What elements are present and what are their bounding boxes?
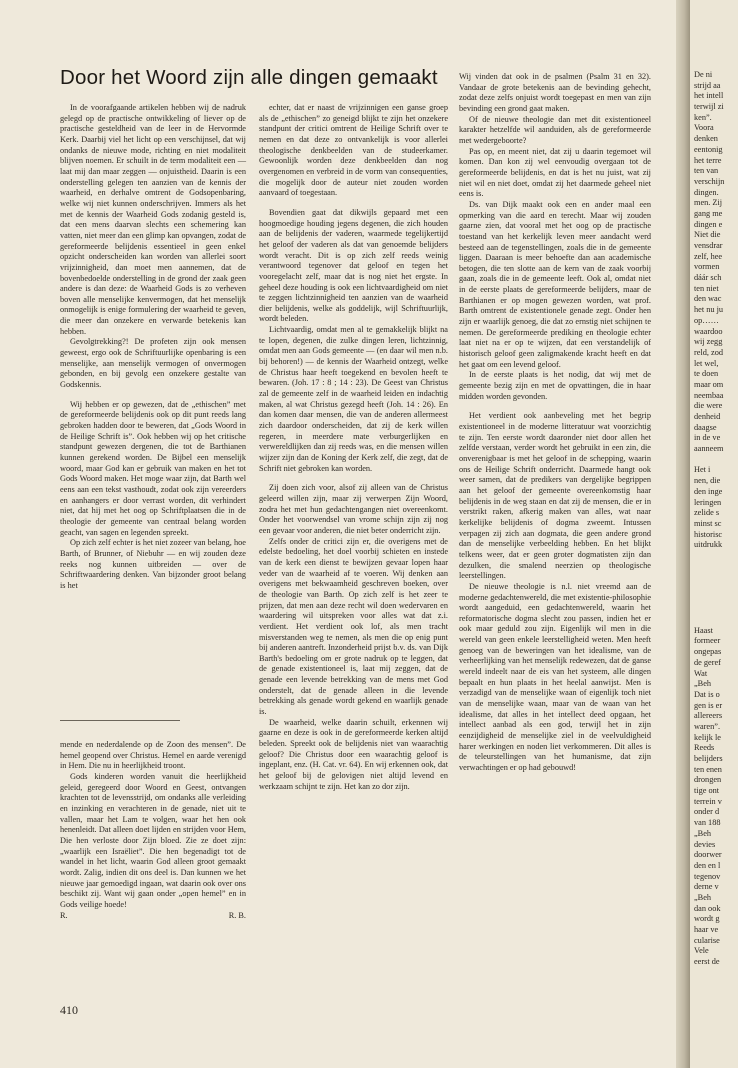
paragraph: Pas op, en meent niet, dat zij u daarin tegemoet wil komen. Dan kon zij wel eenvoudig overgaan tot de gereformeerde belijdenis, en dat is het nu juist, wat zij niet wil en niet doet, omdat zij het daarmede geheel niet eens is. (459, 146, 651, 199)
right-page-line: let wel, (694, 358, 719, 368)
right-page-line: eentonig (694, 144, 723, 154)
right-page-line: „Beh (694, 679, 712, 689)
book-gutter (676, 0, 690, 1068)
paragraph: Gevolgtrekking?! De profeten zijn ook mensen geweest, ergo ook de Schriftuurlijke openbaring is een menselijke, aan menselijk vermogen of onvermogen gebonden, en bij gevolg een onzekere gestalte van Godskennis. (60, 337, 246, 390)
paragraph: Zij doen zich voor, alsof zij alleen van de Christus geleerd willen zijn, maar zij verwerpen Zijn Woord, zodra het met hun gedachtengangen niet overeenkomt. Onder het voorwendsel van vrome schijn zijn zij nog een gevaar voor anderen, die niet beter onderricht zijn. (259, 483, 448, 535)
right-page-line: zelide s (694, 508, 720, 518)
right-page-line: historisc (694, 529, 723, 539)
right-page-line: dáár sch (694, 273, 722, 283)
right-page-line: het terre (694, 155, 722, 165)
paragraph: mende en nederdalende op de Zoon des mensen”. De hemel geopend over Christus. Hemel en aarde verenigd in Hem. Die nu in heerlijkheid troont. (60, 740, 246, 771)
right-page-line: daagse (694, 422, 717, 432)
right-page-line: vormen (694, 262, 720, 272)
right-page-line: gang me (694, 208, 723, 218)
paragraph: Lichtvaardig, omdat men al te gemakkelijk blijkt na te lopen, degenen, die zulke dingen leren, lichtzinnig, omdat men aan Gods gemeente — (en daar wil men n.b. bij behoren!) — de kennis der Waarheid ontzegt, welke de Christus haar heeft toegekend en bevolen heeft te bewaren. (Joh. 17 : 8 ; 14 : 23). De Geest van Christus zal de gemeente zelf in de waarheid leiden en indachtig maken, al wat Christus gezegd heeft (Joh. 14 : 26). En dan komen daar mensen, die van de anderen allermeest zich daardoor onderscheiden, dat zij de kerk willen regeren, in meerdere mate verburgerlijken en verwereldlijken dan zij reeds was, en die mensen willen wijzer zijn dan de Koning der Kerk zelf, die zegt, dat de Schrift niet gebroken kan worden. (259, 325, 448, 473)
right-page-line (694, 594, 738, 605)
right-page-line: minst sc (694, 518, 722, 528)
right-page-line: nen, die (694, 476, 721, 486)
right-page-line: devies (694, 839, 716, 849)
paragraph: In de eerste plaats is het nodig, dat wij met de gemeente bezig zijn en met de opvattingen, die in haar midden worden gevonden. (459, 370, 651, 401)
paragraph: Wij hebben er op gewezen, dat de „ethischen” met de gereformeerde belijdenis ook op dit punt reeds lang gebroken hadden door te beweren, dat „Gods Woord in de Heilige Schrift is”. Ook hebben wij op het critische standpunt gewezen dergenen, die tot de Barthianen kunnen gerekend worden. De Bijbel een menselijk woord, maar God kan er gebruik van maken en het tot Gods Woord maken. Het moge waar zijn, dat Barth wel eens aan een tekst vasthoudt, zodat ook zijn vereerders en aanhangers er door verrast worden, dit verhindert niet, dat hij met het oog op Schriftplaatsen die in de theologie der gemeente van centraal belang worden geacht, van sagen en legenden spreekt. (60, 399, 246, 537)
column-1-bottom (60, 740, 246, 921)
right-page-line: kelijk le (694, 732, 721, 742)
right-page-line: van 188 (694, 818, 721, 828)
right-page-line: uitdrukk (694, 540, 723, 550)
right-page-line: het intell (694, 91, 724, 101)
right-page-line (694, 551, 738, 562)
right-page-line: „Beh (694, 892, 712, 902)
right-page-line: in de ve (694, 433, 721, 443)
right-page-line: op…… (694, 315, 719, 325)
right-page-line: wij zegg (694, 337, 723, 347)
paragraph: Het verdient ook aanbeveling met het begrip existentioneel in de moderne litteratuur wat voorzichtig te zijn. Ten eerste wordt daaronder niet door allen het zelfde verstaan, verder wordt het gebruikt in een zin, die onverenigbaar is met het geloof in de schepping, waarin ons de Heilige Schrift onderricht. Daarmede hangt ook weer samen, dat de predikers van dergelijke begrippen aan het geloof der gemeente overeenkomstig haar belijdenis in de weg staan en dat zij de mensen, die er in verstrikt raken, afkerig maken van alles, wat naar kerkelijke belijdenis of dogma zweemt. Intussen verpagen zij zich aan dogmata, die geen andere grond dan de menselijke verbeelding hebben. En het blijkt telkens weer, dat er geen groter dogmatisten zijn dan dezulken, die smalend neerzien op theologische leerstellingen. (459, 411, 651, 581)
right-page-line: zelf, hee (694, 251, 723, 261)
right-page-line: vensdrar (694, 241, 723, 250)
page-number: 410 (60, 1003, 78, 1017)
paragraph: De nieuwe theologie is n.l. niet vreemd aan de moderne gedachtenwereld, die met existentie-philosophie wordt aangeduid, een gedachtenwereld, waarin het reformatorische dogma slecht zou passen, indien het er ook maar geduld zou zijn. Eigenlijk wil men in die wereld van geen enkele leerstelligheid weten. Men heeft genoeg van de beweringen van het idealisme, van de verheerlijking van het menselijk redewezen, dat de ganse wereld indeelt naar de eis van het systeem, alle dingen bepaalt en hun plaats in het heelal aanwijst. Men is verzadigd van de menselijke waan of eigenlijk toch niet van de menselijke waan, maar van de waan van het idealisme, dat alles in het intellect deed opgaan, het intellect aanbad als een god, terwijl het in zijn eenzijdigheid de menselijke ziel in de veelvuldigheid harer werkingen en noden liet verkommeren. Dit alles is de teleurstellingen van het humanisme, dat zijn verwachtingen er op had gebouwd! (459, 581, 651, 772)
right-page-edge (690, 0, 738, 1068)
right-page-line: terrein v (694, 796, 722, 806)
right-page-line: derne v (694, 882, 719, 892)
paragraph: Gods kinderen worden vanuit die heerlijkheid geleid, geregeerd door Woord en Geest, ontvangen krachten tot de levensstrijd, om ondanks alle verleiding en inzinking en verachteren in de genade, niet uit te vallen, maar het Lam te volgen, waar het hen ook henenleidt. Dat alleen doet lijden en strijden voor Hem, Die hen verloste door Zijn bloed. Zie ze doet zijn: „waarlijk een Israëliet”. Die hen begenadigt tot de wandel in het licht, waarin God alleen groot gemaakt wordt. Zalig, indien dit ons deel is. Dan kunnen we het nieuwe jaar gemoedigd ingaan, wat daarin ook over ons beschikt zij. Want wij gaan onder „open hemel” en in Gods veilige hoede! (60, 771, 246, 909)
right-page-line: formeer (694, 636, 721, 646)
right-page-line (694, 604, 738, 615)
article-title: Door het Woord zijn alle dingen gemaakt (60, 66, 438, 89)
right-page-line: Vele (694, 946, 709, 956)
right-page-line: dan ook (694, 903, 721, 913)
paragraph: Bovendien gaat dat dikwijls gepaard met een hoogmoedige houding jegens degenen, die zich houden aan de belijdenis der vaderen, waarmede tegelijkertijd het geloof der vaderen als dat van genoemde belijders wordt veracht. Dit is op zich zelf reeds weinig verantwoord tegenover dat geloof en tegen het vooregelacht zelf, maar dat is nog niet het ergste. In geheel deze houding is ook een lichtvaardigheid om niet te zeggen lichtzinnigheid ten aanzien van de waarheid dier belijdenis, welke als goddelijk, wijl Schriftuurlijk, wordt beleden. (259, 207, 448, 324)
signature-line (60, 911, 246, 922)
right-page-line: den wac (694, 294, 722, 304)
right-page-line: denheid (694, 412, 721, 421)
right-page-text (694, 70, 738, 968)
right-page-line: men. Zij (694, 198, 723, 208)
right-page-line: ten niet (694, 283, 719, 293)
right-page-line: dingen. (694, 187, 719, 197)
right-page-line: ten enen (694, 764, 722, 774)
column-2 (259, 103, 448, 792)
right-page-line: doorwer (694, 850, 722, 860)
right-page-line: maar om (694, 379, 724, 389)
right-page-line: waardoo (694, 326, 723, 336)
right-page-line: onder d (694, 807, 720, 817)
right-page-line: Het i (694, 465, 711, 475)
right-page-line (694, 583, 738, 594)
right-page-line (694, 562, 738, 573)
signature-left: R. (60, 910, 68, 920)
right-page-line: tegenov (694, 871, 721, 881)
right-page-line: allereers (694, 711, 723, 721)
right-page-line (694, 615, 738, 626)
right-page-line: belijders (694, 754, 723, 763)
right-page-line: gen is er (694, 700, 723, 710)
paragraph: De waarheid, welke daarin schuilt, erkennen wij gaarne en deze is ook in de gereformeerde kerken altijd beleden. Spreekt ook de belijdenis niet van waarachtig geloof? Die Christus door een waarachtig geloof is ingeplant, enz. (H. Cat. vr. 64). En wij erkennen ook, dat het geloof bij de gelovigen niet altijd levend en werkzaam schijnt te zijn. Het kan zo dor zijn. (259, 717, 448, 791)
right-page-line: die were (694, 401, 723, 411)
right-page-line (694, 572, 738, 583)
right-page-line: ten van (694, 166, 719, 176)
section-divider (60, 720, 180, 721)
right-page-line: Haast (694, 625, 713, 635)
right-page-line: eerst de (694, 957, 720, 967)
right-page-line (694, 455, 738, 466)
right-page-line: terwijl zi (694, 102, 724, 112)
right-page-line: cularise (694, 935, 720, 945)
right-page-line: ongepas (694, 647, 722, 657)
right-page-line: haar ve (694, 925, 719, 934)
right-page-line: Dat is o (694, 689, 720, 699)
right-page-line: ken”. (694, 112, 712, 122)
right-page-line: den inge (694, 486, 723, 496)
paragraph: In de voorafgaande artikelen hebben wij de nadruk gelegd op de practische ontwikkeling of liever op de practische gesteldheid van de leer in de Hervormde Kerk. Daarbij viel het licht op een verschijnsel, dat wij ondanks de nieuwe mode, richting en niet modaliteit blijven noemen. Er schuilt in de term modaliteit een — laat mij dan maar zeggen — onjuistheid. Daarin is een onderstelling gelegen ten aanzien van de kennis der waarheid, en derhalve omtrent de Godsopenbaring, welke wij niet kunnen onderschrijven. Immers als het met de kennis der Waarheid Gods zodanig gesteld is, dat een mens daarvan slechts een schemering kan vatten, niet meer dan een glimp kan opvangen, zodat de gereformeerde belijdenis essentieel in geen enkel opzicht onderscheiden kan worden van allerlei soort vrijzinnigheid, dan moet men aannemen, dat de bovenbedoelde onderstelling in de grond der zaak geen andere is dan deze: de Waarheid Gods is zo verheven boven alle menselijke kenvermogen, dat het menselijk onmogelijk is enige formulering der waarheid te geven, die meer dan onzekere en verwarde betekenis kan hebben. (60, 103, 246, 336)
paragraph: Op zich zelf echter is het niet zozeer van belang, hoe Barth, of Brunner, of Niebuhr — en wij zouden deze reeks nog kunnen uitbreiden — over de Schriftwaardering denken. Van bijzonder groot belang is het (60, 538, 246, 590)
paragraph: Of de nieuwe theologie dan met dit existentioneel karakter hetzelfde wil aanduiden, als de gereformeerde met wedergeboorte? (459, 114, 651, 145)
column-3 (459, 72, 651, 774)
right-page-line: De ni (694, 70, 713, 79)
right-page-line: reld, zod (694, 347, 724, 357)
right-page-line: leringen (694, 497, 722, 507)
right-page-line: dingen e (694, 219, 723, 229)
right-page-line: denken (694, 134, 718, 144)
right-page-line: wordt g (694, 914, 720, 924)
right-page-line: tige ont (694, 786, 720, 796)
column-1 (60, 103, 246, 592)
right-page-line: „Beh (694, 828, 712, 838)
right-page-line: drongen (694, 775, 722, 785)
right-page-line: waren”. (694, 721, 721, 731)
right-page-line: verschijn (694, 176, 725, 186)
signature-right: R. B. (228, 910, 246, 920)
right-page-line: strijd aa (694, 80, 721, 90)
right-page-line: de geref (694, 657, 721, 667)
paragraph: Wij vinden dat ook in de psalmen (Psalm 31 en 32). Vandaar de grote betekenis aan de bevinding gehecht, zodat deze zelfs onjuist wordt toegepast en men van zijn bevinding een grond gaat maken. (459, 72, 651, 113)
right-page-line: Voora (694, 123, 714, 133)
right-page-line: aanneem (694, 444, 724, 454)
right-page-line: den en l (694, 860, 721, 870)
paragraph: echter, dat er naast de vrijzinnigen een ganse groep als de „ethischen” zo geneigd blijkt te zijn het onzekere standpunt der critici omtrent de Heilige Schrift over te nemen en dat deze zo ontvankelijk is voor allerlei theologische denkbeelden van de studeerkamer. Gewoonlijk worden deze denkbeelden dan nog overgenomen en verbreid in de vorm van consequenties, die mogelijk door de auteur niet zouden worden aanvaard of toegestaan. (259, 103, 448, 198)
right-page-line: het nu ju (694, 305, 724, 315)
right-page-line: Reeds (694, 743, 715, 753)
paragraph: Ds. van Dijk maakt ook een en ander maal een opmerking van die aard en terecht. Maar wij zouden gaarne zien, dat vooral met het oog op de practische toestand van het kerkelijk leven meer aandacht werd besteed aan de tegenstellingen, zoals die in de gemeente liggen. Daaraan is meer behoefte dan aan academische betogen, die ten slotte aan de kern van de zaak voorbij gaan, zoals die in de gemeente leeft. Ook al, omdat niet in de eerste plaats de gereformeerde belijders, maar de Barthianen er op mogen gewezen worden, wat prof. Barth omtrent de existentionele genade zegt. Onder hen zijn er waarlijk genoeg, die dat zo ernstig niet schijnen te nemen. De gereformeerde prediking en theologie echter laat niet na er op te wijzen, dat een verstandelijk of historisch geloof geen zaligmakende kracht heeft en dat het gaat om een levend geloof. (459, 199, 651, 369)
right-page-line: Wat (694, 668, 708, 678)
paragraph: Zelfs onder de critici zijn er, die overigens met de edelste bedoeling, het doel voorbij schieten en instede van de kerk een dienst te bewijzen gevaar lopen haar veder van de waarheid af te voeren. Wij denken aan overigens met bekwaamheid geschreven boeken, over de theologie van Barth. Op zich zelf is het zeer te prijzen, dat men aan deze recht wil doen wedervaren en waardering wil uitspreken voor alles wat dat z.i. verdient. Het verdient ook lof, als men tracht misverstanden weg te nemen, als men die op enig punt bij anderen aantreft. Inzonderheid prijst b.v. ds. van Dijk Barth's bedoeling om er grote nadruk op te leggen, dat de genade existentioneel is, laat mij zeggen, dat de genade een levende betrekking van de mens met God onderstelt, dat de genade alleen in die levende betrekking als genade wordt gekend en waarlijk genade is. (259, 536, 448, 717)
right-page-line: neembaa (694, 390, 724, 400)
right-page-line: te doen (694, 369, 719, 379)
right-page-line: Niet die (694, 230, 721, 240)
